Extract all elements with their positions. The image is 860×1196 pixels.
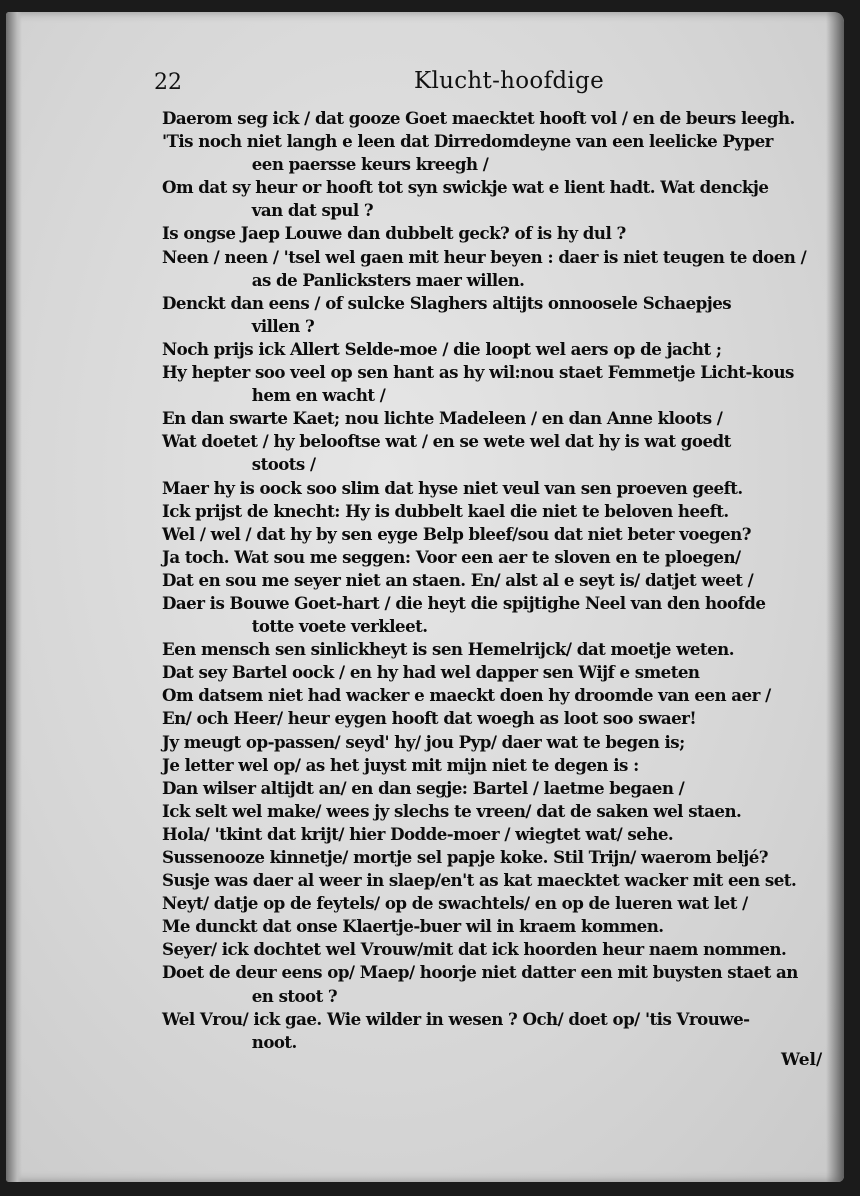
verse-line: Een mensch sen sinlickheyt is sen Hemelrijck/ dat moetje weten. [162, 640, 734, 661]
verse-line: Maer hy is oock soo slim dat hyse niet veul van sen proeven geeft. [162, 478, 743, 499]
verse-line: Jy meugt op-passen/ seyd' hy/ jou Pyp/ daer wat te begen is; [162, 732, 685, 753]
verse-line: Om datsem niet had wacker e maeckt doen hy droomde van een aer / [162, 686, 771, 707]
verse-line: hem en wacht / [251, 386, 386, 407]
verse-line: Dan wilser altijdt an/ en dan segje: Bartel / laetme begaen / [162, 778, 685, 799]
verse-line: Ick selt wel make/ wees jy slechs te vreen/ dat de saken wel staen. [162, 801, 742, 822]
verse-line: Noch prijs ick Allert Selde-moe / die loopt wel aers op de jacht ; [162, 339, 722, 360]
verse-line: Ick prijst de knecht: Hy is dubbelt kael die niet te beloven heeft. [162, 501, 729, 522]
verse-line: Is ongse Jaep Louwe dan dubbelt geck? of is hy dul ? [162, 224, 626, 245]
verse-line: Neen / neen / 'tsel wel gaen mit heur beyen : daer is niet teugen te doen / [162, 247, 807, 268]
page-number: 22 [154, 70, 182, 95]
verse-block [162, 108, 836, 1055]
verse-line: en stoot ? [251, 986, 338, 1007]
verse-line: Wel / wel / dat hy by sen eyge Belp bleef/sou dat niet beter voegen? [162, 524, 751, 545]
verse-line: Me dunckt dat onse Klaertje-buer wil in kraem kommen. [162, 917, 664, 938]
verse-line: Hola/ 'tkint dat krijt/ hier Dodde-moer / wiegtet wat/ sehe. [162, 824, 674, 845]
verse-line: Denckt dan eens / of sulcke Slaghers altijts onnoosele Schaepjes [162, 293, 732, 314]
verse-line: van dat spul ? [251, 201, 374, 222]
verse-line: Doet de deur eens op/ Maep/ hoorje niet datter een mit buysten staet an [162, 963, 798, 984]
verse-line: stoots / [251, 455, 316, 476]
verse-line: Wat doetet / hy belooftse wat / en se wete wel dat hy is wat goedt [162, 432, 731, 453]
verse-line: Dat en sou me seyer niet an staen. En/ alst al e seyt is/ datjet weet / [162, 570, 754, 591]
verse-line: Sussenooze kinnetje/ mortje sel papje koke. Stil Trijn/ waerom beljé? [162, 848, 768, 868]
verse-line: 'Tis noch niet langh e leen dat Dirredomdeyne van een leelicke Pyper [162, 132, 773, 153]
verse-line: Om dat sy heur or hooft tot syn swickje wat e lient hadt. Wat denckje [162, 178, 769, 199]
verse-line: totte voete verkleet. [251, 617, 428, 638]
verse-line: een paersse keurs kreegh / [251, 155, 489, 176]
verse-line: Susje was daer al weer in slaep/en't as kat maecktet wacker mit een set. [162, 871, 797, 892]
verse-line: Daer is Bouwe Goet-hart / die heyt die spijtighe Neel van den hoofde [162, 593, 766, 614]
verse-line: En/ och Heer/ heur eygen hooft dat woegh as loot soo swaer! [162, 709, 697, 730]
verse-line: noot. [251, 1032, 297, 1053]
verse-line: Daerom seg ick / dat gooze Goet maecktet hooft vol / en de beurs leegh. [162, 109, 795, 129]
page-spine-shadow [6, 12, 22, 1182]
verse-line: En dan swarte Kaet; nou lichte Madeleen / en dan Anne kloots / [162, 409, 723, 430]
verse-line: Seyer/ ick dochtet wel Vrouw/mit dat ick hoorden heur naem nommen. [162, 940, 787, 961]
verse-line: as de Panlicksters maer willen. [251, 270, 525, 291]
verse-line: villen ? [251, 316, 315, 337]
verse-line: Hy hepter soo veel op sen hant as hy wil:nou staet Femmetje Licht-kous [162, 363, 794, 384]
verse-line: Je letter wel op/ as het juyst mit mijn niet te degen is : [162, 755, 639, 776]
running-head: Klucht-hoofdige [414, 68, 604, 94]
verse-line: Wel Vrou/ ick gae. Wie wilder in wesen ? Och/ doet op/ 'tis Vrouwe- [162, 1009, 750, 1030]
catchword: Wel/ [781, 1050, 823, 1070]
verse-line: Ja toch. Wat sou me seggen: Voor een aer te sloven en te ploegen/ [162, 547, 741, 568]
verse-line: Neyt/ datje op de feytels/ op de swachtels/ en op de lueren wat let / [162, 894, 748, 915]
verse-line: Dat sey Bartel oock / en hy had wel dapper sen Wijf e smeten [162, 663, 700, 684]
book-page [6, 12, 844, 1182]
